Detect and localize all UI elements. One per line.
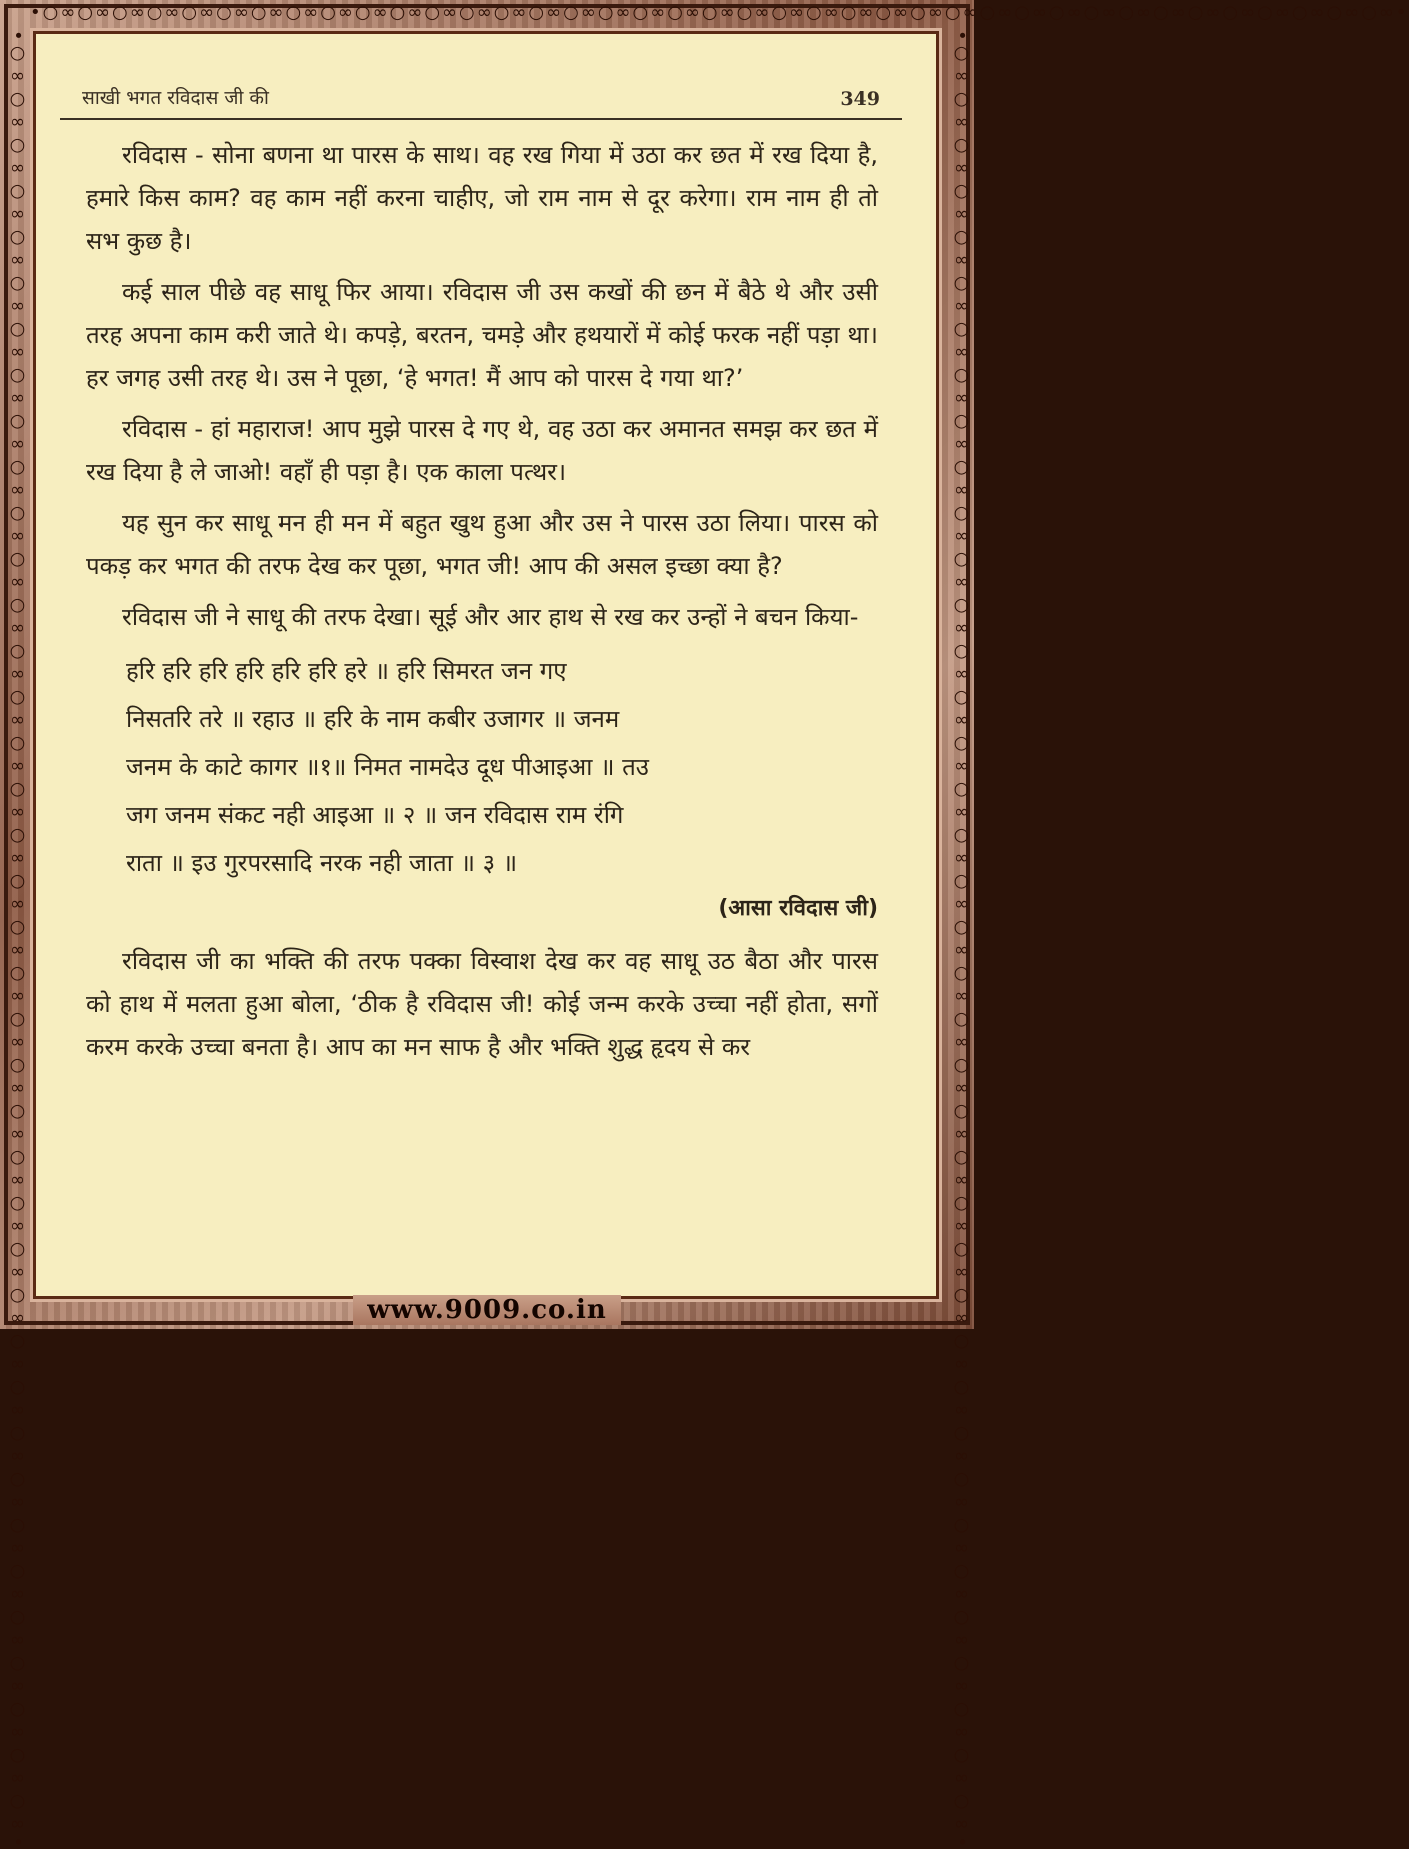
verse-line-5: राता ॥ इउ गुरपरसादि नरक नही जाता ॥ ३ ॥	[126, 849, 518, 877]
verse-line-1: हरि हरि हरि हरि हरि हरि हरे ॥ हरि सिमरत जन गए	[126, 657, 567, 685]
scanned-page	[36, 34, 936, 1296]
border-pattern-top: •○∞○∞○∞○∞○∞○∞○∞○∞○∞○∞○∞○∞○∞○∞○∞○∞○∞○∞○∞○∞○∞○∞○∞○∞○∞○∞○∞○∞○∞○∞○∞○∞○∞○∞○∞○∞○∞○∞○∞•	[30, 2, 1409, 23]
closing-paragraph: रविदास जी का भक्ति की तरफ पक्का विस्वाश देख कर वह साधू उठ बैठा और पारस को हाथ में मलता हुआ बोला, ‘ठीक है रविदास जी! कोई जन्म करके उच्चा नहीं होता, सगों करम करके उच्चा बनता है। आप का मन साफ है और भक्ति शुद्ध हृदय से कर	[86, 947, 878, 1061]
page-body	[86, 134, 878, 1077]
paragraph-3: रविदास - हां महाराज! आप मुझे पारस दे गए थे, वह उठा कर अमानत समझ कर छत में रख दिया है ले जाओ! वहाँ ही पड़ा है। एक काला पत्थर।	[86, 415, 878, 486]
page-number: 349	[840, 88, 880, 110]
verse-line-4: जग जनम संकट नही आइआ ॥ २ ॥ जन रविदास राम रंगि	[126, 801, 624, 829]
running-header-title: साखी भगत रविदास जी की	[82, 87, 269, 109]
verse-line-2: निसतरि तरे ॥ रहाउ ॥ हरि के नाम कबीर उजागर ॥ जनम	[126, 705, 620, 733]
border-pattern-left: •○∞○∞○∞○∞○∞○∞○∞○∞○∞○∞○∞○∞○∞○∞○∞○∞○∞○∞○∞○∞○∞○∞○∞○∞○∞○∞○∞○∞○∞○∞○∞○∞○∞○∞○∞○∞○∞○∞○∞•	[7, 30, 28, 1849]
header-divider	[60, 118, 902, 120]
website-url[interactable]: www.9009.co.in	[353, 1295, 621, 1325]
paragraph-5: रविदास जी ने साधू की तरफ देखा। सूई और आर हाथ से रख कर उन्हों ने बचन किया-	[122, 603, 859, 631]
verse-line-3: जनम के काटे कागर ॥१॥ निमत नामदेउ दूध पीआइआ ॥ तउ	[126, 753, 649, 781]
verse-block	[126, 647, 878, 887]
border-pattern-right: •○∞○∞○∞○∞○∞○∞○∞○∞○∞○∞○∞○∞○∞○∞○∞○∞○∞○∞○∞○∞○∞○∞○∞○∞○∞○∞○∞○∞○∞○∞○∞○∞○∞○∞○∞○∞○∞○∞○∞•	[951, 30, 972, 1849]
page-header	[82, 84, 880, 116]
paragraph-4: यह सुन कर साधू मन ही मन में बहुत खुथ हुआ और उस ने पारस उठा लिया। पारस को पकड़ कर भगत की तरफ देख कर पूछा, भगत जी! आप की असल इच्छा क्या है?	[86, 509, 878, 580]
paragraph-2: कई साल पीछे वह साधू फिर आया। रविदास जी उस कखों की छन में बैठे थे और उसी तरह अपना काम करी जाते थे। कपड़े, बरतन, चमड़े और हथयारों में कोई फरक नहीं पड़ा था। हर जगह उसी तरह थे। उस ने पूछा, ‘हे भगत! मैं आप को पारस दे गया था?’	[86, 278, 878, 392]
verse-attribution: (आसा रविदास जी)	[718, 896, 878, 921]
paragraph-1: रविदास - सोना बणना था पारस के साथ। वह रख गिया में उठा कर छत में रख दिया है, हमारे किस काम? वह काम नहीं करना चाहीए, जो राम नाम से दूर करेगा। राम नाम ही तो सभ कुछ है।	[86, 141, 878, 255]
website-watermark[interactable]	[0, 1295, 974, 1325]
